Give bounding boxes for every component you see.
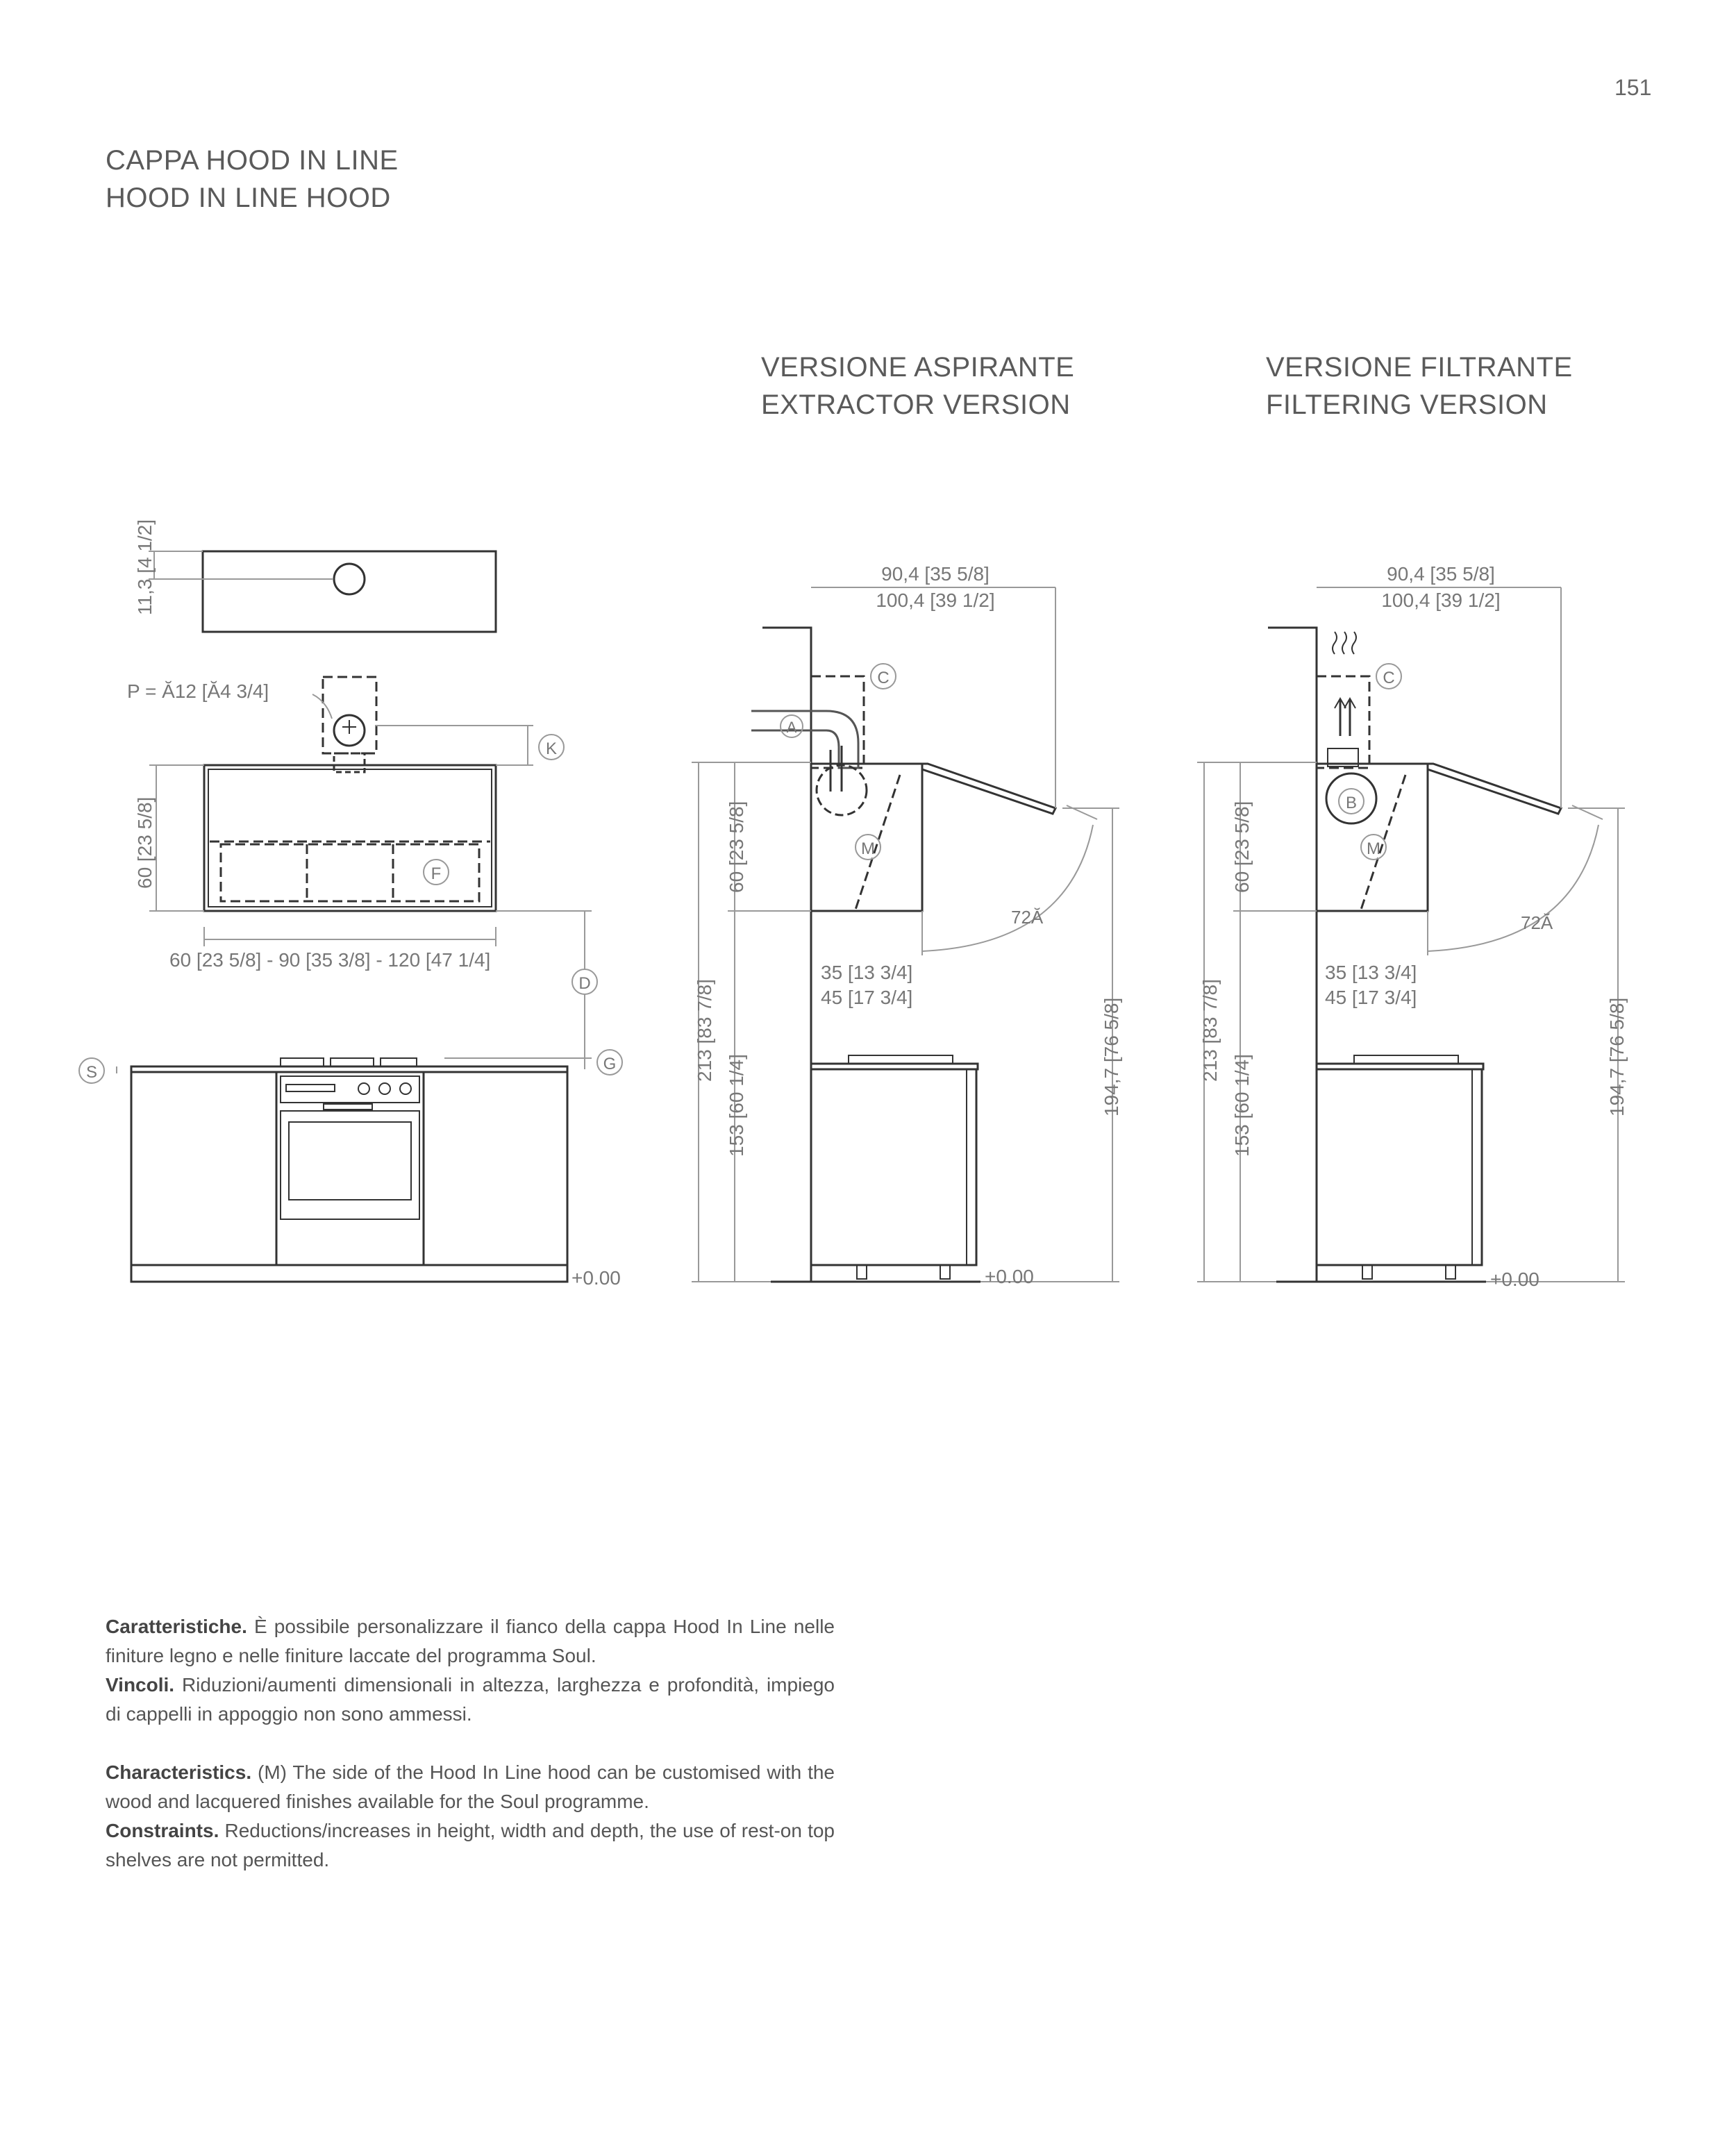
extractor-label-c	[871, 664, 896, 689]
filtering-dim-depth-1: 35 [13 3/4]	[1325, 962, 1417, 983]
extractor-dim-base-height: 153 [60 1/4]	[726, 1054, 747, 1157]
filtering-glass-panel	[1428, 764, 1561, 814]
filtering-side-view	[1197, 587, 1625, 1282]
svg-text:G: G	[603, 1055, 617, 1073]
filtering-dim-width-2: 100,4 [39 1/2]	[1381, 589, 1501, 611]
extractor-angle-arc	[922, 825, 1093, 951]
dim-hood-height-line	[149, 765, 204, 911]
svg-text:B: B	[1345, 794, 1358, 812]
description-italian	[106, 1612, 835, 1729]
front-plinth	[131, 1265, 567, 1282]
svg-text:F: F	[431, 864, 442, 883]
description-english	[106, 1758, 835, 1875]
extractor-dim-depth-2: 45 [17 3/4]	[821, 987, 913, 1008]
title-italian: CAPPA HOOD IN LINE	[106, 145, 399, 176]
extractor-glass-panel	[922, 764, 1055, 814]
svg-text:M: M	[1367, 839, 1380, 858]
characteristics-it: Caratteristiche. È possibile personalizzare il fianco della cappa Hood In Line nelle finiture legno e nelle finiture laccate del programma Soul.	[106, 1616, 835, 1666]
extractor-dim-width-2: 100,4 [39 1/2]	[876, 589, 995, 611]
plan-view-duct-circle	[334, 564, 365, 594]
characteristics-en: Characteristics. (M) The side of the Hood In Line hood can be customised with the wood and lacquered finishes available for the Soul programme.	[106, 1761, 835, 1812]
filtering-dim-depth-2: 45 [17 3/4]	[1325, 987, 1417, 1008]
svg-text:A: A	[786, 719, 797, 736]
svg-text:D: D	[578, 974, 591, 993]
filtering-duct-box	[1317, 676, 1369, 768]
dim-widths-label: 60 [23 5/8] - 90 [35 3/8] - 120 [47 1/4]	[169, 949, 491, 971]
title-english: HOOD IN LINE HOOD	[106, 183, 391, 213]
extractor-heading-italian: VERSIONE ASPIRANTE	[761, 352, 1075, 383]
label-g	[597, 1050, 622, 1075]
filtering-dim-width-1: 90,4 [35 5/8]	[1387, 563, 1495, 585]
extractor-base-cabinet	[811, 1069, 976, 1265]
front-base-cabinet	[131, 1072, 567, 1265]
extractor-angle: 72Ă	[1011, 907, 1044, 928]
extractor-heading-english: EXTRACTOR VERSION	[761, 390, 1071, 420]
extractor-dim-depth-1: 35 [13 3/4]	[821, 962, 913, 983]
extractor-dim-width-1: 90,4 [35 5/8]	[881, 563, 990, 585]
front-oven-door	[281, 1111, 419, 1219]
filtering-heading-italian: VERSIONE FILTRANTE	[1266, 352, 1573, 383]
extractor-dim-total-height: 213 [83 7/8]	[694, 979, 715, 1082]
extractor-dim-hood-height: 60 [23 5/8]	[726, 801, 747, 893]
svg-text:K: K	[545, 739, 558, 758]
label-d	[572, 969, 597, 994]
filtering-angle-arc	[1428, 825, 1599, 951]
dim-widths-line	[204, 927, 496, 946]
filtering-dim-top-height: 194,7 [76 5/8]	[1606, 997, 1628, 1116]
constraints-it: Vincoli. Riduzioni/aumenti dimensionali in altezza, larghezza e profondità, impiego di cappelli in appoggio non sono ammessi.	[106, 1674, 835, 1725]
dim-hood-height-label: 60 [23 5/8]	[134, 796, 156, 889]
extractor-dim-top-height: 194,7 [76 5/8]	[1101, 997, 1122, 1116]
svg-text:C: C	[877, 669, 890, 687]
filtering-label-c	[1376, 664, 1401, 689]
svg-text:M: M	[861, 839, 875, 858]
extractor-duct-box	[811, 676, 864, 768]
label-s	[79, 1058, 104, 1083]
extractor-side-view	[692, 587, 1119, 1282]
dim-top-line	[149, 551, 333, 579]
front-view	[117, 551, 592, 1282]
filtering-dim-base-height: 153 [60 1/4]	[1231, 1054, 1253, 1157]
filtering-base-cabinet	[1317, 1069, 1482, 1265]
filtering-dim-hood-height: 60 [23 5/8]	[1231, 801, 1253, 893]
extractor-label-a	[781, 715, 803, 737]
filtering-angle: 72Ă	[1521, 912, 1553, 933]
constraints-en: Constraints. Reductions/increases in height, width and depth, the use of rest-on top shelves are not permitted.	[106, 1820, 835, 1870]
label-k	[539, 735, 564, 760]
filtering-wall	[1268, 628, 1317, 1282]
front-level-label: +0.00	[571, 1267, 621, 1289]
dim-p-label: P = Ă12 [Ă4 3/4]	[127, 680, 269, 702]
front-oven-panel	[281, 1076, 419, 1103]
filtering-dim-total-height: 213 [83 7/8]	[1199, 979, 1221, 1082]
svg-text:S: S	[85, 1063, 98, 1082]
dim-top-label: 11,3 [4 1/2]	[134, 519, 156, 615]
label-f	[424, 860, 449, 885]
filtering-heading-english: FILTERING VERSION	[1266, 390, 1548, 420]
page-number: 151	[1614, 75, 1652, 100]
svg-text:C: C	[1383, 669, 1395, 687]
filtering-label-b	[1339, 789, 1364, 814]
filtering-level: +0.00	[1490, 1269, 1539, 1290]
extractor-level: +0.00	[985, 1266, 1034, 1287]
front-hood-box	[204, 765, 496, 911]
